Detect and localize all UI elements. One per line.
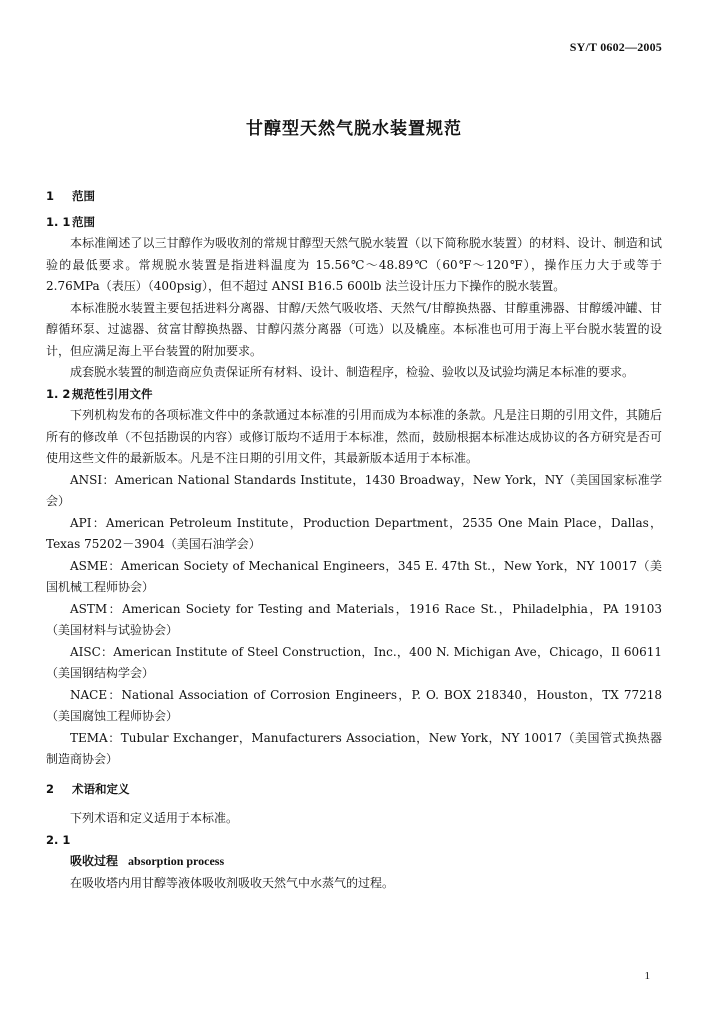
reference-entry: API：American Petroleum Institute，Production Department，2535 One Main Place，Dallas，Texas 75202－3904（美国石油学会）: [46, 515, 662, 551]
section-number: 1: [46, 189, 55, 203]
reference-entry: ASTM：American Society for Testing and Materials，1916 Race St.，Philadelphia，PA 19103（美国材料与试验协会）: [46, 601, 662, 637]
subsection-number: 1. 1: [46, 214, 71, 229]
section-1-heading: [46, 186, 662, 208]
section-2-heading: [46, 779, 662, 801]
paragraph: 下列机构发布的各项标准文件中的条款通过本标准的引用而成为本标准的条款。凡是注日期的引用文件，其随后所有的修改单（不包括勘误的内容）或修订版均不适用于本标准，然而，鼓励根据本标准达成协议的各方研究是否可使用这些文件的最新版本。凡是不注日期的引用文件，其最新版本适用于本标准。: [46, 408, 662, 465]
term-line: [46, 851, 662, 873]
reference-entry: ANSI：American National Standards Institute，1430 Broadway，New York，NY（美国国家标准学会）: [46, 472, 662, 508]
reference-entry: NACE：National Association of Corrosion Engineers，P. O. BOX 218340，Houston，TX 77218（美国腐蚀工程师协会）: [46, 687, 662, 723]
paragraph: 本标准阐述了以三甘醇作为吸收剂的常规甘醇型天然气脱水装置（以下简称脱水装置）的材料、设计、制造和试验的最低要求。常规脱水装置是指进料温度为 15.56℃～48.89℃（60℉～120℉），操作压力大于或等于 2.76MPa（表压）（400psig），但不超过 ANSI B16.5 600lb 法兰设计压力下操作的脱水装置。: [46, 236, 662, 293]
term-english: absorption process: [128, 854, 225, 868]
reference-entry: TEMA：Tubular Exchanger，Manufacturers Association，New York，NY 10017（美国管式换热器制造商协会）: [46, 730, 662, 766]
document-body: [46, 186, 662, 894]
reference-entry: AISC：American Institute of Steel Construction，Inc.，400 N. Michigan Ave，Chicago，Il 60611（美国钢结构学会）: [46, 644, 662, 680]
paragraph: 下列术语和定义适用于本标准。: [70, 811, 239, 825]
section-title: 术语和定义: [72, 781, 130, 796]
subsection-number: 2. 1: [46, 832, 71, 847]
document-title: 甘醇型天然气脱水装置规范: [246, 119, 462, 139]
standard-code: SY/T 0602—2005: [569, 40, 662, 54]
paragraph: 本标准脱水装置主要包括进料分离器、甘醇/天然气吸收塔、天然气/甘醇换热器、甘醇重沸器、甘醇缓冲罐、甘醇循环泵、过滤器、贫富甘醇换热器、甘醇闪蒸分离器（可选）以及橇座。本标准也可用于海上平台脱水装置的设计，但应满足海上平台装置的附加要求。: [46, 300, 662, 358]
reference-entry: ASME：American Society of Mechanical Engineers，345 E. 47th St.，New York，NY 10017（美国机械工程师协会）: [46, 558, 662, 594]
subsection-1-1-heading: [46, 212, 662, 234]
term-chinese: 吸收过程: [70, 854, 119, 868]
paragraph: 成套脱水装置的制造商应负责保证所有材料、设计、制造程序，检验、验收以及试验均满足本标准的要求。: [70, 365, 635, 379]
subsection-1-2-heading: [46, 384, 662, 406]
subsection-2-1-heading: [46, 830, 662, 852]
subsection-title: 规范性引用文件: [72, 386, 153, 401]
subsection-number: 1. 2: [46, 386, 71, 401]
section-title: 范围: [72, 189, 95, 203]
term-definition: 在吸收塔内用甘醇等液体吸收剂吸收天然气中水蒸气的过程。: [70, 875, 395, 890]
page-number: 1: [644, 970, 650, 982]
section-number: 2: [46, 781, 55, 796]
subsection-title: 范围: [72, 214, 95, 229]
